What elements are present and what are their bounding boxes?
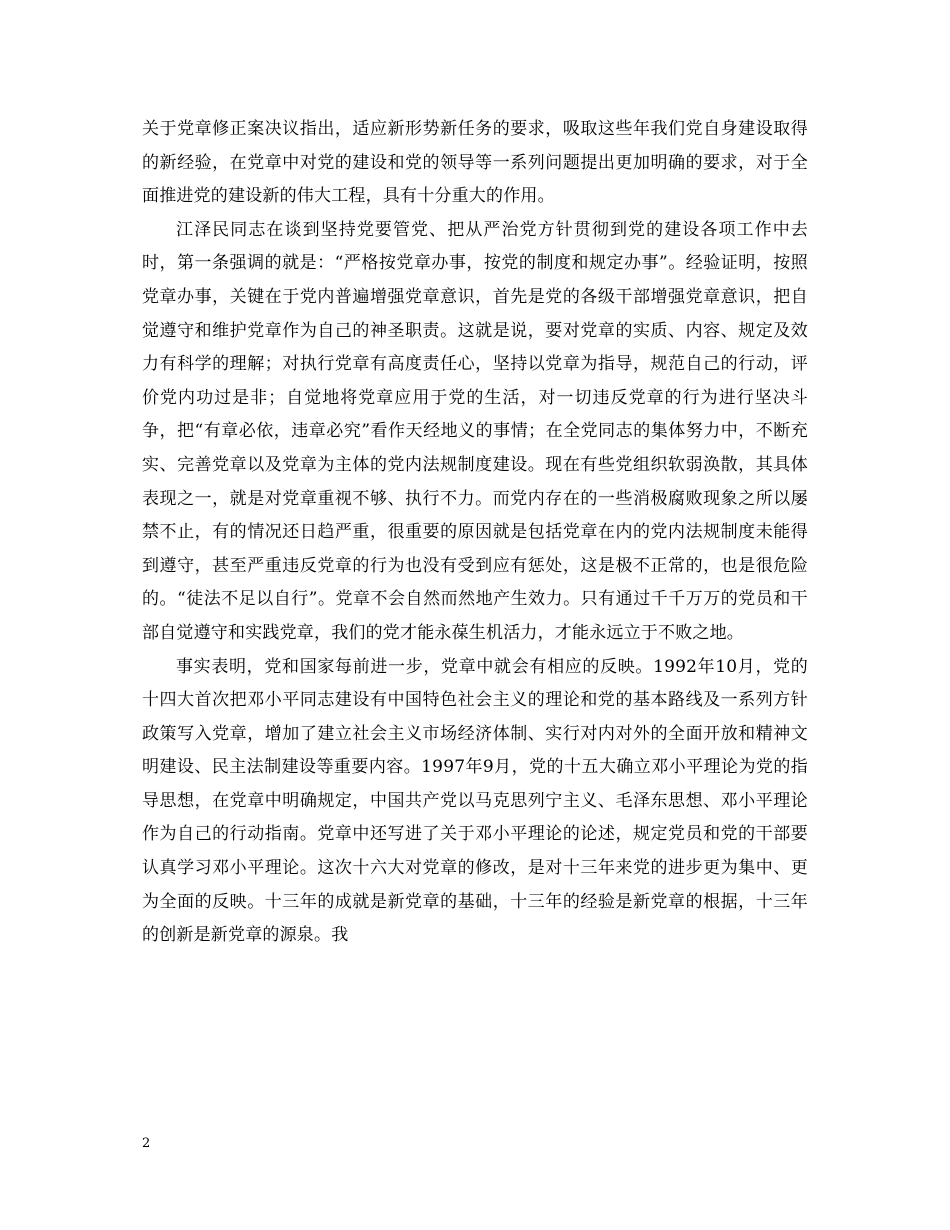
document-body: [142, 113, 808, 953]
paragraph-1: 关于党章修正案决议指出，适应新形势新任务的要求，吸取这些年我们党自身建设取得的新经验，在党章中对党的建设和党的领导等一系列问题提出更加明确的要求，对于全面推进党的建设新的伟大工程，具有十分重大的作用。: [142, 119, 808, 207]
page-number: 2: [142, 1136, 151, 1151]
paragraph-3: 事实表明，党和国家每前进一步，党章中就会有相应的反映。1992年10月，党的十四大首次把邓小平同志建设有中国特色社会主义的理论和党的基本路线及一系列方针政策写入党章，增加了建立社会主义市场经济体制、实行对内对外的全面开放和精神文明建设、民主法制建设等重要内容。1997年9月，党的十五大确立邓小平理论为党的指导思想，在党章中明确规定，中国共产党以马克思列宁主义、毛泽东思想、邓小平理论作为自己的行动指南。党章中还写进了关于邓小平理论的论述，规定党员和党的干部要认真学习邓小平理论。这次十六大对党章的修改，是对十三年来党的进步更为集中、更为全面的反映。十三年的成就是新党章的基础，十三年的经验是新党章的根据，十三年的创新是新党章的源泉。我: [142, 656, 808, 946]
paragraph-2: 江泽民同志在谈到坚持党要管党、把从严治党方针贯彻到党的建设各项工作中去时，第一条强调的就是：“严格按党章办事，按党的制度和规定办事”。经验证明，按照党章办事，关键在于党内普遍增强党章意识，首先是党的各级干部增强党章意识，把自觉遵守和维护党章作为自己的神圣职责。这就是说，要对党章的实质、内容、规定及效力有科学的理解；对执行党章有高度责任心，坚持以党章为指导，规范自己的行动，评价党内功过是非；自觉地将党章应用于党的生活，对一切违反党章的行为进行坚决斗争，把“有章必依，违章必究”看作天经地义的事情；在全党同志的集体努力中，不断充实、完善党章以及党章为主体的党内法规制度建设。现在有些党组织软弱涣散，其具体表现之一，就是对党章重视不够、执行不力。而党内存在的一些消极腐败现象之所以屡禁不止，有的情况还日趋严重，很重要的原因就是包括党章在内的党内法规制度未能得到遵守，甚至严重违反党章的行为也没有受到应有惩处，这是极不正常的，也是很危险的。“徒法不足以自行”。党章不会自然而然地产生效力。只有通过千千万万的党员和干部自觉遵守和实践党章，我们的党才能永葆生机活力，才能永远立于不败之地。: [142, 219, 808, 643]
